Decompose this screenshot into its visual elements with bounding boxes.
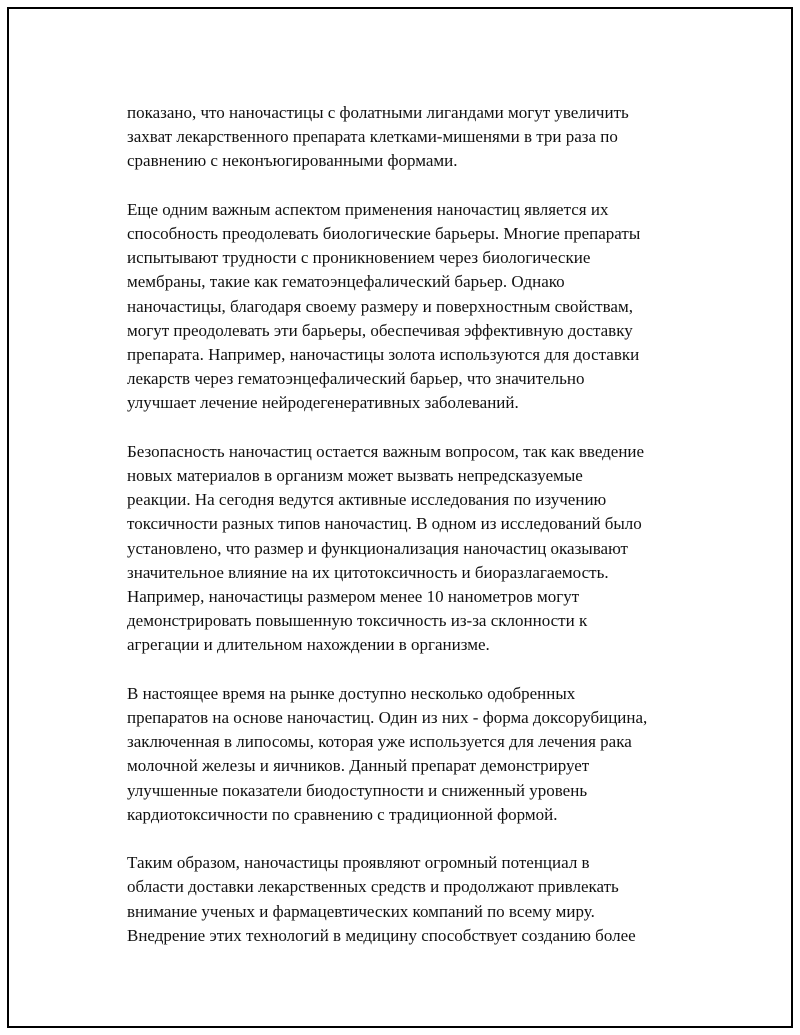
text-line: заключенная в липосомы, которая уже используется для лечения рака [127, 732, 632, 752]
paragraph [127, 440, 709, 658]
text-line: наночастицы, благодаря своему размеру и поверхностным свойствам, [127, 296, 633, 316]
paragraph [127, 851, 709, 948]
text-line: Внедрение этих технологий в медицину способствует созданию более [127, 925, 636, 945]
text-line: В настоящее время на рынке доступно несколько одобренных [127, 683, 576, 703]
text-line: области доставки лекарственных средств и продолжают привлекать [127, 877, 619, 897]
text-line: улучшенные показатели биодоступности и сниженный уровень [127, 780, 588, 800]
text-line: могут преодолевать эти барьеры, обеспечивая эффективную доставку [127, 320, 633, 340]
document-body [127, 101, 709, 972]
text-line: молочной железы и яичников. Данный препарат демонстрирует [127, 756, 590, 776]
text-line: испытывают трудности с проникновением через биологические [127, 248, 591, 268]
text-line: агрегации и длительном нахождении в организме. [127, 635, 490, 655]
text-line: мембраны, такие как гематоэнцефалический барьер. Однако [127, 272, 565, 292]
text-line: Еще одним важным аспектом применения наночастиц является их [127, 199, 609, 219]
paragraph [127, 101, 709, 174]
text-line: лекарств через гематоэнцефалический барьер, что значительно [127, 369, 585, 389]
text-line: Безопасность наночастиц остается важным вопросом, так как введение [127, 441, 645, 461]
text-line: кардиотоксичности по сравнению с традиционной формой. [127, 804, 558, 824]
text-line: Например, наночастицы размером менее 10 нанометров могут [127, 587, 580, 607]
text-line: сравнению с неконъюгированными формами. [127, 151, 458, 171]
text-line: показано, что наночастицы с фолатными лигандами могут увеличить [127, 103, 629, 122]
text-line: Таким образом, наночастицы проявляют огромный потенциал в [127, 853, 590, 873]
text-line: токсичности разных типов наночастиц. В одном из исследований было [127, 514, 642, 534]
text-line: новых материалов в организм может вызвать непредсказуемые [127, 466, 583, 486]
text-line: захват лекарственного препарата клетками-мишенями в три раза по [127, 127, 618, 147]
paragraph [127, 682, 709, 827]
text-line: реакции. На сегодня ведутся активные исследования по изучению [127, 490, 607, 510]
text-line: значительное влияние на их цитотоксичность и биоразлагаемость. [127, 562, 609, 582]
page-frame [7, 7, 793, 1028]
text-line: установлено, что размер и функционализация наночастиц оказывают [127, 538, 628, 558]
text-line: улучшает лечение нейродегенеративных заболеваний. [127, 393, 519, 413]
paragraph [127, 198, 709, 416]
text-line: демонстрировать повышенную токсичность из-за склонности к [127, 611, 588, 631]
text-line: внимание ученых и фармацевтических компаний по всему миру. [127, 901, 595, 921]
text-line: препаратов на основе наночастиц. Один из них - форма доксорубицина, [127, 708, 648, 728]
text-line: препарата. Например, наночастицы золота используются для доставки [127, 345, 640, 365]
text-line: способность преодолевать биологические барьеры. Многие препараты [127, 224, 641, 243]
